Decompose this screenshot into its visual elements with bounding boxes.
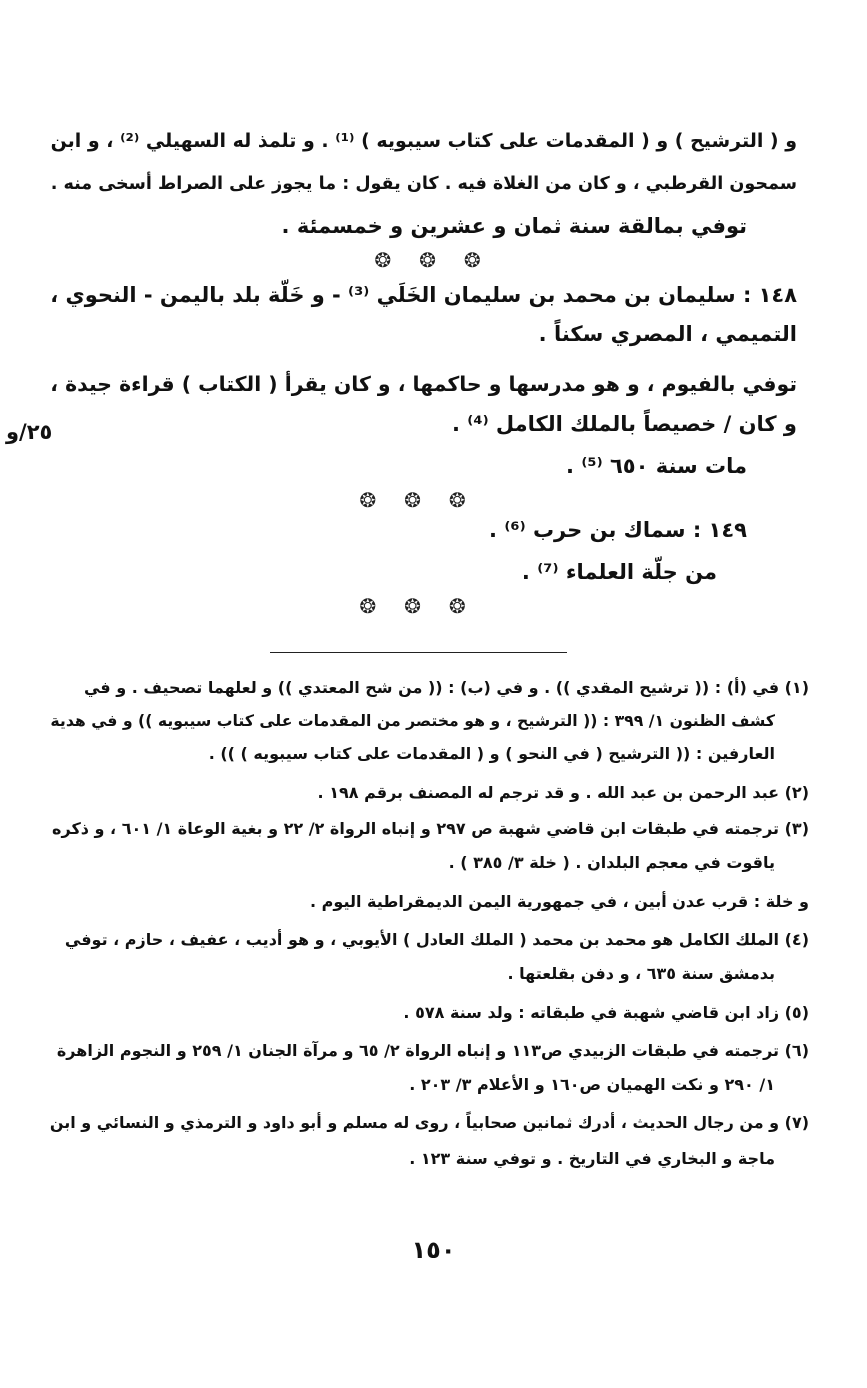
entry-heading-149: ١٤٩ : سماك بن حرب ⁽⁶⁾ . xyxy=(489,518,747,542)
footnote-line: العارفين : (( الترشيح ( في النحو ) و ( المقدمات على كتاب سيبويه ) )) . xyxy=(208,744,775,763)
body-line: توفي بمالقة سنة ثمان و عشرين و خمسمئة . xyxy=(281,214,747,238)
section-separator xyxy=(335,248,520,272)
ornament-icon: ❂ xyxy=(448,488,466,512)
footnote-line: و خلة : قرب عدن أبين ، في جمهورية اليمن الديمقراطية اليوم . xyxy=(310,892,809,911)
body-line: من جلّة العلماء ⁽⁷⁾ . xyxy=(521,560,717,584)
footnote-line: (٢) عبد الرحمن بن عبد الله . و قد ترجم له المصنف برقم ١٩٨ . xyxy=(317,783,809,802)
ornament-icon: ❂ xyxy=(419,248,436,272)
ornament-icon: ❂ xyxy=(404,594,421,618)
ornament-icon: ❂ xyxy=(374,248,392,272)
ornament-icon: ❂ xyxy=(463,248,481,272)
section-separator xyxy=(320,488,505,512)
body-line: سمحون القرطبي ، و كان من الغلاة فيه . كان يقول : ما يجوز على الصراط أسخى منه . xyxy=(50,174,797,194)
footnote-line: (١) في (أ) : (( ترشيح المقدي )) . و في (ب) : (( من شح المعتدي )) و لعلهما تصحيف . و في xyxy=(83,678,809,697)
ornament-icon: ❂ xyxy=(359,488,377,512)
footnote-line: ماجة و البخاري في التاريخ . و توفي سنة ١٢٣ . xyxy=(409,1149,775,1168)
section-separator xyxy=(320,594,505,618)
footnote-divider xyxy=(270,652,567,653)
footnote-line: (٦) ترجمته في طبقات الزبيدي ص١١٣ و إنباه الرواة ٢/ ٦٥ و مرآة الجنان ١/ ٢٥٩ و النجوم الزاهرة xyxy=(56,1041,809,1060)
footnote-line: كشف الظنون ١/ ٣٩٩ : (( الترشيح ، و هو مختصر من المقدمات على كتاب سيبويه )) و في هدية xyxy=(50,711,775,730)
page-number: ١٥٠ xyxy=(411,1236,456,1264)
ornament-icon: ❂ xyxy=(404,488,421,512)
footnote-line: (٣) ترجمته في طبقات ابن قاضي شهبة ص ٢٩٧ و إنباه الرواة ٢/ ٢٢ و بغية الوعاة ١/ ٦٠١ ، و ذكره xyxy=(52,819,809,838)
ornament-icon: ❂ xyxy=(448,594,466,618)
body-line: توفي بالفيوم ، و هو مدرسها و حاكمها ، و كان يقرأ ( الكتاب ) قراءة جيدة ، xyxy=(50,372,797,396)
footnote-line: ١/ ٢٩٠ و نكت الهميان ص١٦٠ و الأعلام ٣/ ٢٠٣ . xyxy=(409,1075,775,1094)
body-line: مات سنة ٦٥٠ ⁽⁵⁾ . xyxy=(566,454,747,478)
margin-folio-note: ٢٥/و xyxy=(6,420,53,444)
footnote-line: (٤) الملك الكامل هو محمد بن محمد ( الملك العادل ) الأيوبي ، و هو أديب ، عفيف ، حازم ، توفي xyxy=(64,930,809,949)
body-line: و ( الترشيح ) و ( المقدمات على كتاب سيبويه ) ⁽¹⁾ . و تلمذ له السهيلي ⁽²⁾ ، و ابن xyxy=(50,130,797,152)
body-line: التميمي ، المصري سكناً . xyxy=(538,322,797,346)
footnote-line: (٧) و من رجال الحديث ، أدرك ثمانين صحابياً ، روى له مسلم و أبو داود و الترمذي و النسائي و ابن xyxy=(49,1113,809,1132)
footnote-line: (٥) زاد ابن قاضي شهبة في طبقاته : ولد سنة ٥٧٨ . xyxy=(403,1003,809,1022)
footnote-line: بدمشق سنة ٦٣٥ ، و دفن بقلعتها . xyxy=(507,964,775,983)
footnote-line: ياقوت في معجم البلدان . ( خلة ٣/ ٣٨٥ ) . xyxy=(448,853,775,872)
entry-heading-148: ١٤٨ : سليمان بن محمد بن سليمان الخَلَي ⁽³⁾ - و خَلّة بلد باليمن - النحوي ، xyxy=(50,283,797,307)
ornament-icon: ❂ xyxy=(359,594,377,618)
body-line: و كان / خصيصاً بالملك الكامل ⁽⁴⁾ . xyxy=(452,412,797,436)
